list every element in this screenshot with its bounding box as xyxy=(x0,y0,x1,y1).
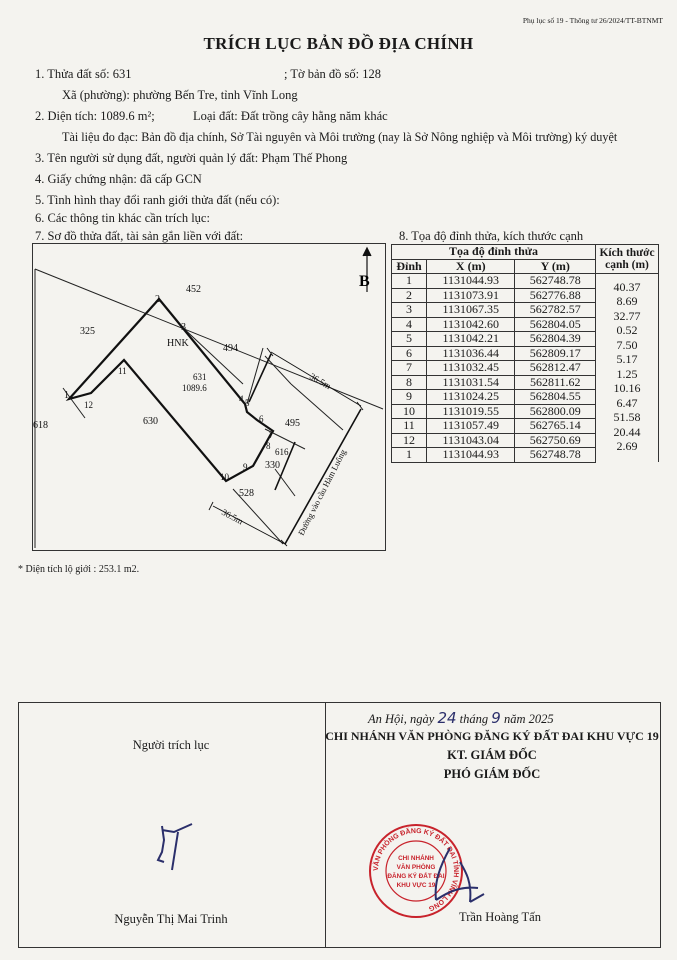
edge-length: 0.52 xyxy=(616,323,638,337)
edge-length-cell xyxy=(596,288,659,308)
x-cell: 1131067.35 xyxy=(427,303,515,318)
edge-length: 10.16 xyxy=(613,381,641,395)
north-arrow-letter: B xyxy=(359,273,370,290)
map-sheet-number: ; Tờ bản đồ số: 128 xyxy=(284,67,382,81)
y-cell: 562804.05 xyxy=(515,317,596,332)
coord-row xyxy=(392,419,659,434)
edge-length-cell xyxy=(596,361,659,381)
coord-group-header: Tọa độ đỉnh thửa xyxy=(392,245,596,260)
vertex-cell: 3 xyxy=(392,303,427,318)
vertex-cell: 4 xyxy=(392,317,427,332)
vertex-cell: 2 xyxy=(392,288,427,303)
vertex-11: 11 xyxy=(118,366,127,376)
edge-length: 51.58 xyxy=(613,410,641,424)
neighbor-495: 495 xyxy=(285,418,300,429)
y-cell: 562765.14 xyxy=(515,419,596,434)
director-signature xyxy=(420,842,500,912)
edge-length-header: Kích thước cạnh (m) xyxy=(596,245,659,274)
survey-source: Tài liệu đo đạc: Bản đồ địa chính, Sở Tài nguyên và Môi trường (nay là Sở Nông nghiệp và Môi trường) ký duyệt xyxy=(62,130,618,144)
y-cell: 562800.09 xyxy=(515,404,596,419)
edge-length-cell xyxy=(596,346,659,366)
x-cell: 1131042.60 xyxy=(427,317,515,332)
vertex-5: 5 xyxy=(245,398,250,408)
x-cell: 1131032.45 xyxy=(427,361,515,376)
land-user: 3. Tên người sử dụng đất, người quản lý đất: Phạm Thế Phong xyxy=(35,151,348,165)
x-cell: 1131042.21 xyxy=(427,332,515,347)
vertex-2: 2 xyxy=(155,294,160,305)
neighbor-528: 528 xyxy=(239,488,254,499)
vertex-cell: 1 xyxy=(392,448,427,463)
edge-length: 1.25 xyxy=(616,366,638,381)
y-cell: 562809.17 xyxy=(515,346,596,361)
y-cell: 562748.78 xyxy=(515,448,596,463)
edge-length: 6.47 xyxy=(616,395,638,410)
coordinates-heading: 8. Tọa độ đỉnh thửa, kích thước cạnh xyxy=(399,229,584,243)
neighbor-325: 325 xyxy=(80,326,95,337)
coord-row xyxy=(392,448,659,463)
x-cell: 1131019.55 xyxy=(427,404,515,419)
edge-length: 5.17 xyxy=(616,352,638,366)
kt-director: KT. GIÁM ĐỐC xyxy=(447,748,537,762)
extractor-name: Nguyễn Thị Mai Trinh xyxy=(114,912,228,926)
stamp-line-1: CHI NHÁNH xyxy=(398,855,434,862)
edge-length-cell xyxy=(596,448,659,463)
vertex-6: 6 xyxy=(259,414,264,424)
date-month-label: tháng xyxy=(459,712,489,726)
date-prefix: An Hội, ngày xyxy=(368,712,435,726)
vertex-cell: 9 xyxy=(392,390,427,405)
x-cell: 1131073.91 xyxy=(427,288,515,303)
deputy-director-name: Trần Hoàng Tấn xyxy=(459,910,541,924)
edge-length: 7.50 xyxy=(616,337,638,352)
edge-length-cell xyxy=(596,375,659,395)
parcel-number: 1. Thửa đất số: 631 xyxy=(35,67,132,81)
other-info: 6. Các thông tin khác cần trích lục: xyxy=(35,211,210,225)
coord-row xyxy=(392,361,659,376)
parcel-land-code: HNK xyxy=(167,338,189,349)
edge-length-cell xyxy=(596,332,659,352)
vertex-1: 1 xyxy=(64,390,69,401)
coordinates-body xyxy=(392,274,659,463)
coord-row xyxy=(392,303,659,318)
y-cell: 562804.39 xyxy=(515,332,596,347)
road-area-note: * Diện tích lộ giới : 253.1 m2. xyxy=(18,564,140,575)
coord-row xyxy=(392,375,659,390)
neighbor-618: 618 xyxy=(33,420,48,431)
date-day: 24 xyxy=(437,709,457,727)
neighbor-330: 330 xyxy=(265,460,280,471)
stamp-line-4: KHU VỰC 19 xyxy=(396,882,436,889)
land-type: Loại đất: Đất trồng cây hằng năm khác xyxy=(193,109,388,123)
vertex-cell: 1 xyxy=(392,274,427,289)
boundary-change: 5. Tình hình thay đổi ranh giới thửa đất (nếu có): xyxy=(35,193,280,207)
date-month: 9 xyxy=(491,709,501,727)
vertex-8: 8 xyxy=(266,441,271,451)
coord-row xyxy=(392,317,659,332)
y-cell: 562748.78 xyxy=(515,274,596,289)
edge-length: 2.69 xyxy=(616,439,638,453)
vertex-4: 4 xyxy=(239,394,244,404)
signing-date xyxy=(368,709,554,727)
certificate-status: 4. Giấy chứng nhận: đã cấp GCN xyxy=(35,172,202,186)
x-col-header: X (m) xyxy=(427,259,515,274)
y-cell: 562776.88 xyxy=(515,288,596,303)
vertex-cell: 5 xyxy=(392,332,427,347)
extractor-role: Người trích lục xyxy=(132,738,210,752)
vertex-cell: 10 xyxy=(392,404,427,419)
y-col-header: Y (m) xyxy=(515,259,596,274)
neighbor-616: 616 xyxy=(275,447,289,457)
extractor-signature xyxy=(148,822,208,874)
issuing-office: CHI NHÁNH VĂN PHÒNG ĐĂNG KÝ ĐẤT ĐAI KHU VỰC 19 xyxy=(325,729,659,743)
y-cell: 562782.57 xyxy=(515,303,596,318)
neighbor-452: 452 xyxy=(186,284,201,295)
vertex-9: 9 xyxy=(243,462,248,472)
parcel-sketch-svg xyxy=(33,244,385,550)
x-cell: 1131031.54 xyxy=(427,375,515,390)
document-title: TRÍCH LỤC BẢN ĐỒ ĐỊA CHÍNH xyxy=(203,34,474,53)
x-cell: 1131044.93 xyxy=(427,448,515,463)
vertex-7: 7 xyxy=(269,430,274,440)
y-cell: 562750.69 xyxy=(515,433,596,448)
ward-province: Xã (phường): phường Bến Tre, tỉnh Vĩnh Long xyxy=(62,88,298,102)
edge-length: 40.37 xyxy=(613,280,641,294)
coord-row xyxy=(392,346,659,361)
x-cell: 1131043.04 xyxy=(427,433,515,448)
vertex-col-header: Đỉnh xyxy=(392,259,427,274)
coord-row xyxy=(392,404,659,419)
vertex-cell: 7 xyxy=(392,361,427,376)
x-cell: 1131024.25 xyxy=(427,390,515,405)
y-cell: 562811.62 xyxy=(515,375,596,390)
y-cell: 562804.55 xyxy=(515,390,596,405)
edge-length-cell xyxy=(596,419,659,439)
stamp-ring-text: VĂN PHÒNG ĐĂNG KÝ ĐẤT ĐAI TỈNH VĨNH LONG xyxy=(372,827,460,912)
coord-row xyxy=(392,433,659,448)
parcel-boundary xyxy=(69,299,273,481)
neighbor-494: 494 xyxy=(223,343,238,354)
edge-length-cell xyxy=(596,274,659,294)
parcel-area-label: 1089.6 xyxy=(182,383,207,393)
edge-length-cell xyxy=(596,404,659,424)
edge-length-cell xyxy=(596,317,659,337)
deputy-director: PHÓ GIÁM ĐỐC xyxy=(443,767,541,781)
date-year: năm 2025 xyxy=(503,712,554,726)
area-field: 2. Diện tích: 1089.6 m²; xyxy=(35,109,155,123)
edge-length-cell xyxy=(596,390,659,410)
coord-row xyxy=(392,332,659,347)
vertex-12: 12 xyxy=(84,400,93,410)
coord-row xyxy=(392,288,659,303)
form-reference: Phụ lục số 19 - Thông tư 26/2024/TT-BTNMT xyxy=(522,16,663,25)
vertex-cell: 11 xyxy=(392,419,427,434)
x-cell: 1131044.93 xyxy=(427,274,515,289)
vertex-10: 10 xyxy=(220,472,229,482)
stamp-line-2: VĂN PHÒNG xyxy=(396,864,436,871)
coord-row xyxy=(392,390,659,405)
edge-length: 20.44 xyxy=(613,424,641,439)
neighbor-630: 630 xyxy=(143,416,158,427)
parcel-sketch xyxy=(32,243,386,551)
y-cell: 562812.47 xyxy=(515,361,596,376)
edge-length-cell xyxy=(596,433,659,453)
edge-length: 8.69 xyxy=(616,294,638,308)
road-name: Đường vào cầu Hàm Luông xyxy=(295,447,348,537)
sketch-heading: 7. Sơ đồ thửa đất, tài sản gắn liền với đất: xyxy=(35,229,244,243)
coord-row xyxy=(392,274,659,289)
dimension-top: 36.5m xyxy=(308,371,333,392)
coordinates-table xyxy=(391,244,659,463)
vertex-cell: 8 xyxy=(392,375,427,390)
dimension-bottom: 36.5m xyxy=(220,506,245,527)
edge-length-cell xyxy=(596,303,659,323)
vertex-cell: 6 xyxy=(392,346,427,361)
x-cell: 1131057.49 xyxy=(427,419,515,434)
stamp-line-3: ĐĂNG KÝ ĐẤT ĐAI xyxy=(387,873,445,880)
edge-length: 32.77 xyxy=(613,308,641,323)
x-cell: 1131036.44 xyxy=(427,346,515,361)
vertex-3: 3 xyxy=(181,322,186,333)
vertex-cell: 12 xyxy=(392,433,427,448)
parcel-number-label: 631 xyxy=(193,372,207,382)
